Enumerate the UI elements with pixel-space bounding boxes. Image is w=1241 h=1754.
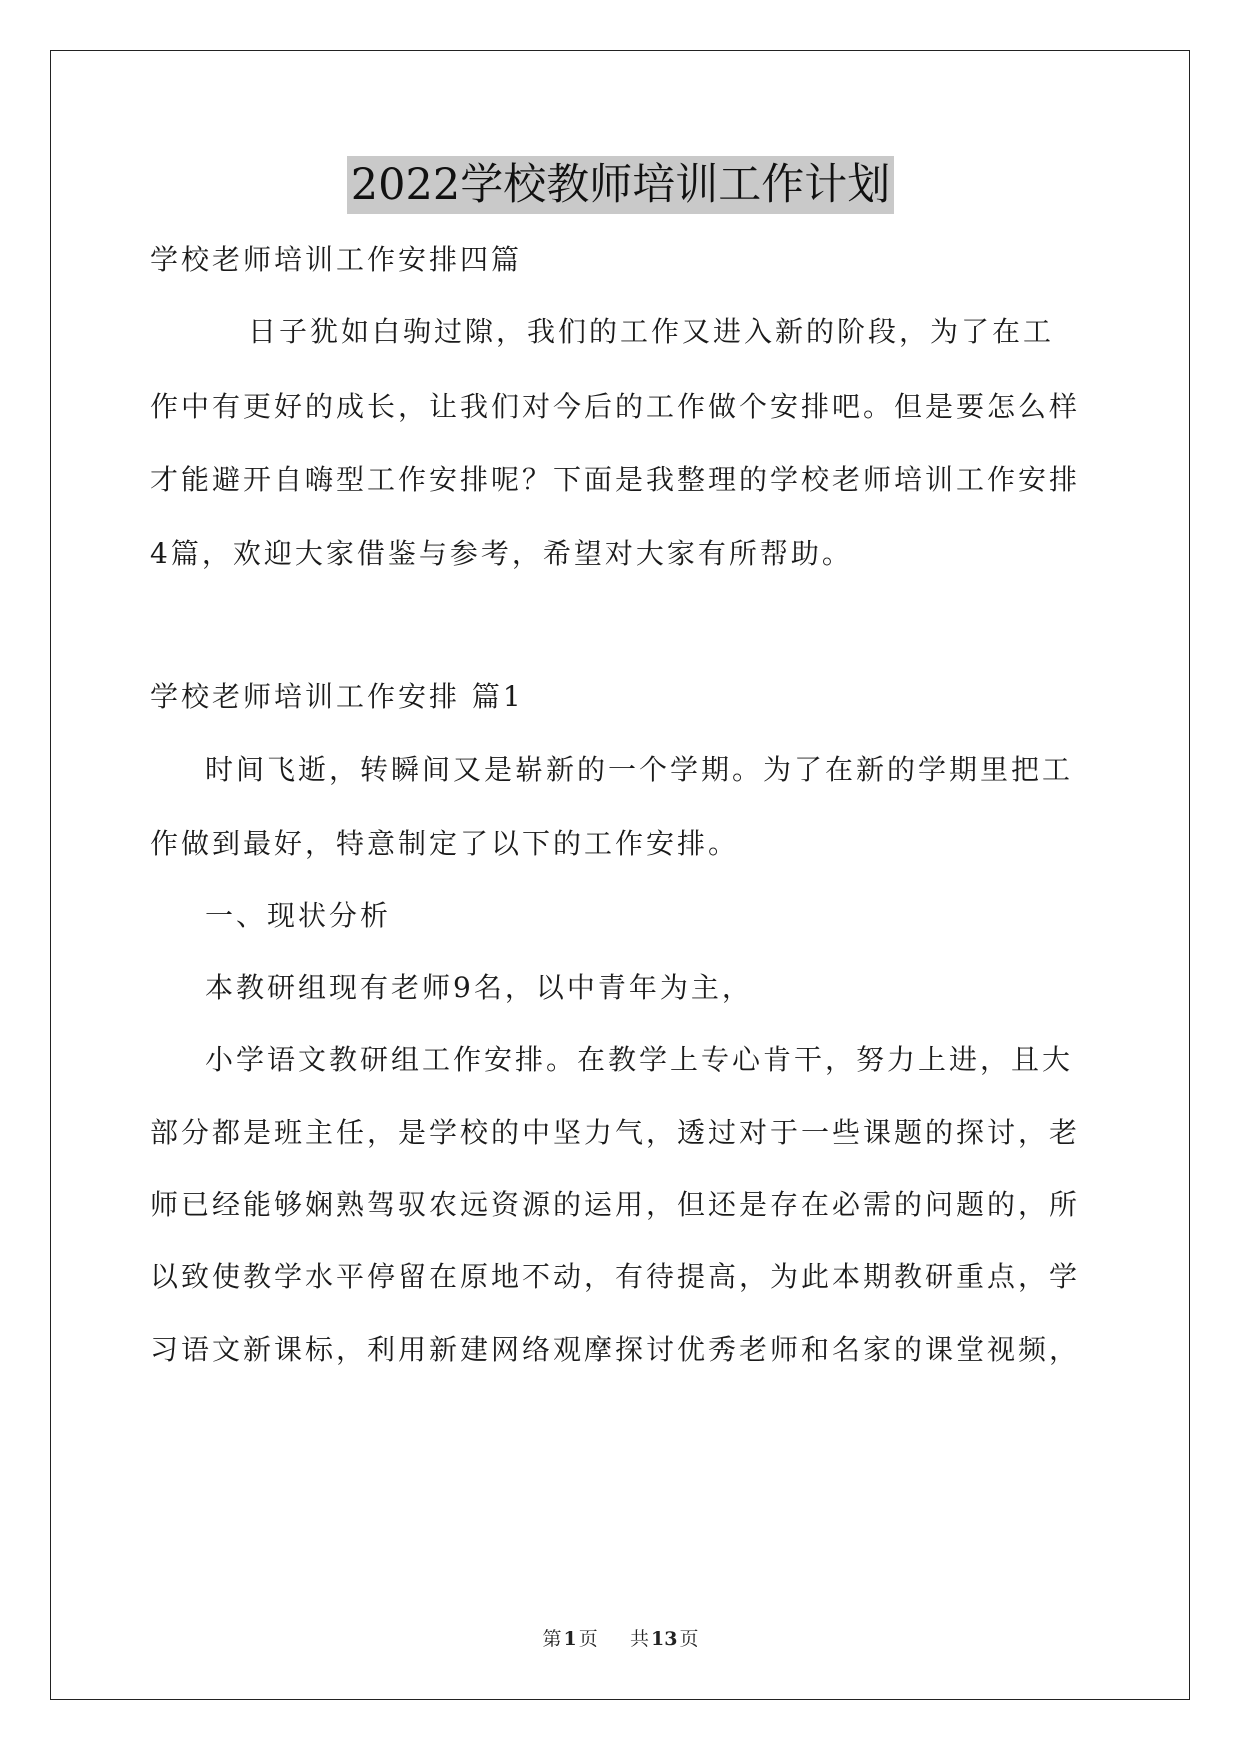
total-prefix: 共 [629,1628,649,1650]
title-container [0,156,1241,214]
total-pages-indicator [628,1628,700,1650]
paragraph-line: 作做到最好，特意制定了以下的工作安排。 [150,827,740,860]
page-border [50,50,1190,1700]
paragraph-line: 日子犹如白驹过隙，我们的工作又进入新的阶段，为了在工 [248,315,1055,348]
page-indicator [541,1628,600,1650]
subsection-heading: 一、现状分析 [205,899,392,932]
total-pages: 13 [650,1628,678,1650]
paragraph-line: 小学语文教研组工作安排。在教学上专心肯干，努力上进，且大 [205,1043,1074,1076]
paragraph-line: 4篇，欢迎大家借鉴与参考，希望对大家有所帮助。 [150,537,853,570]
paragraph-line: 以致使教学水平停留在原地不动，有待提高，为此本期教研重点，学 [150,1260,1081,1293]
page-suffix: 页 [578,1628,598,1650]
page-number: 1 [563,1628,577,1650]
paragraph-line: 本教研组现有老师9名，以中青年为主， [205,971,753,1004]
page-footer [0,1626,1241,1652]
paragraph-line: 部分都是班主任，是学校的中坚力气，透过对于一些课题的探讨，老 [150,1116,1081,1149]
document-title: 2022学校教师培训工作计划 [347,156,894,214]
paragraph-line: 师已经能够娴熟驾驭农远资源的运用，但还是存在必需的问题的，所 [150,1188,1081,1221]
paragraph-line: 作中有更好的成长，让我们对今后的工作做个安排吧。但是要怎么样 [150,390,1081,423]
paragraph-line: 时间飞逝，转瞬间又是崭新的一个学期。为了在新的学期里把工 [205,753,1074,786]
paragraph-line: 习语文新课标，利用新建网络观摩探讨优秀老师和名家的课堂视频， [150,1333,1081,1366]
paragraph-line: 才能避开自嗨型工作安排呢？下面是我整理的学校老师培训工作安排 [150,463,1081,496]
total-suffix: 页 [679,1628,699,1650]
page-prefix: 第 [542,1628,562,1650]
subtitle-line: 学校老师培训工作安排四篇 [150,243,523,276]
section-heading: 学校老师培训工作安排 篇1 [150,680,524,713]
